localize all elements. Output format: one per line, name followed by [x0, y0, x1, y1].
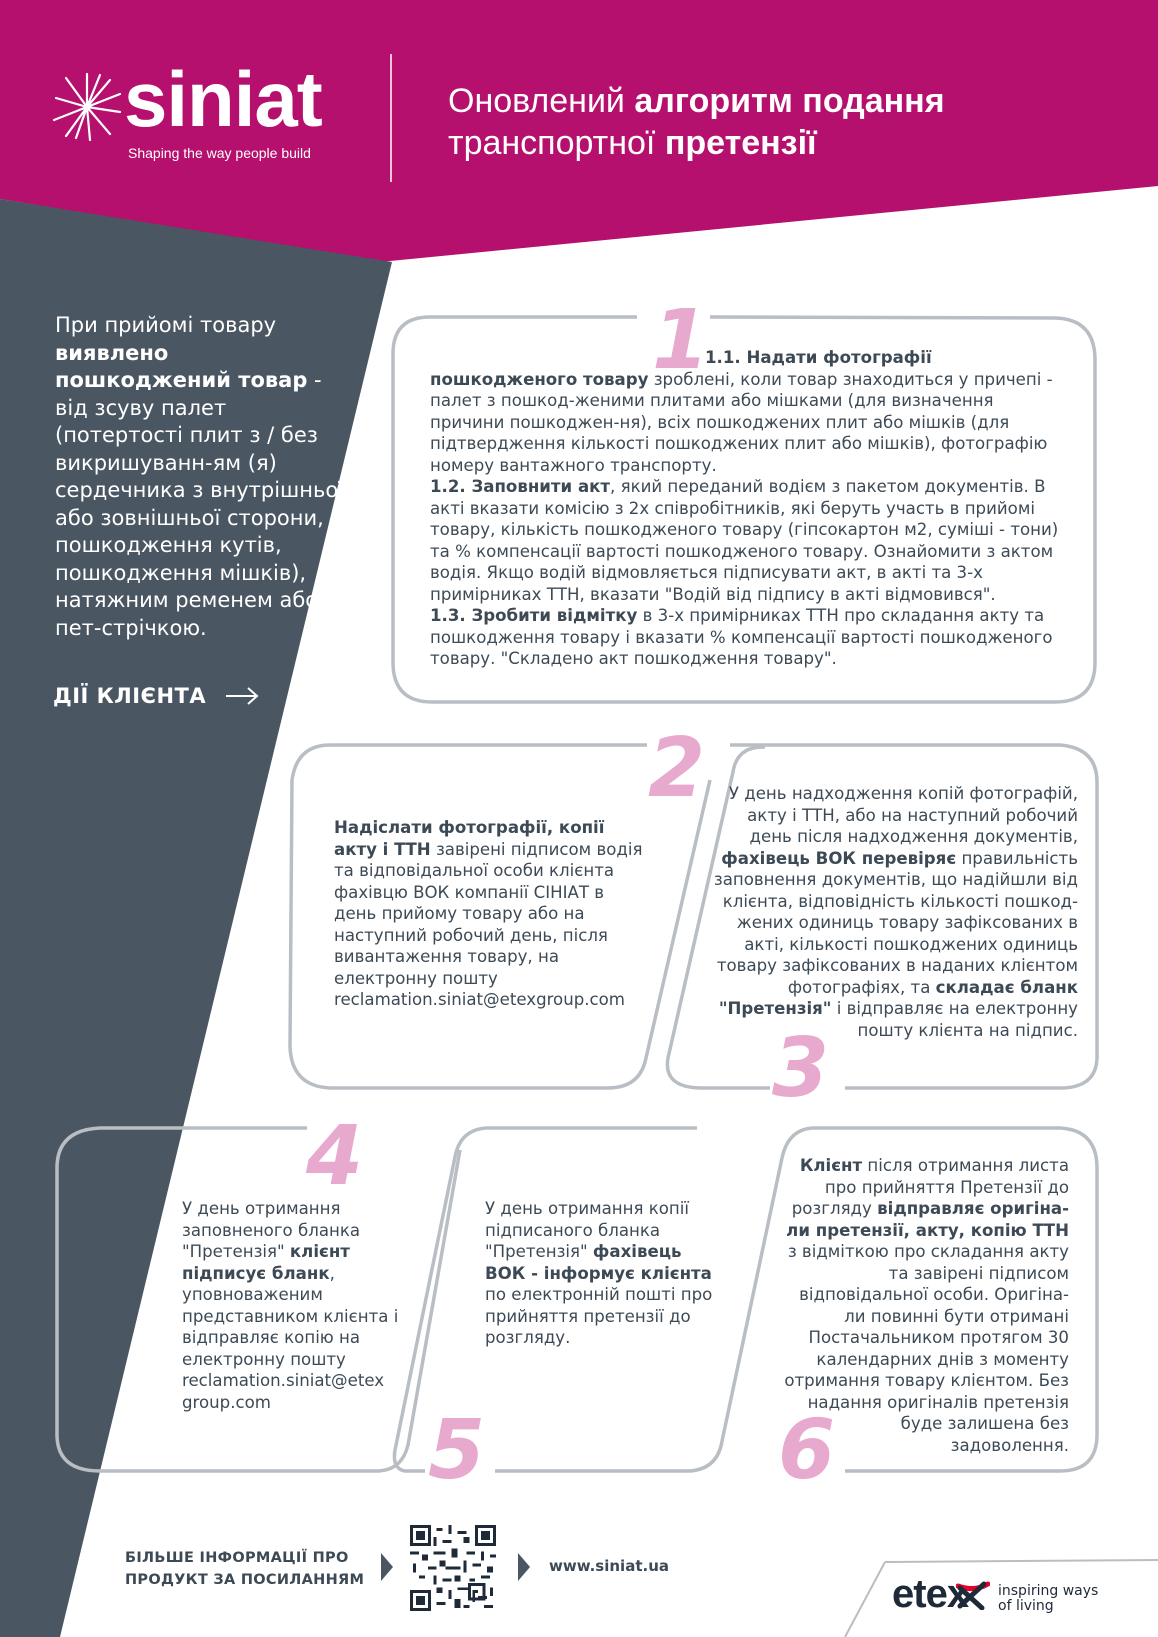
step4-text2: , уповноваженим представником клієнта і відправляє копію на електронну пошту reclamation.siniat@etex group.com — [182, 1263, 399, 1412]
step-number-1: 1 — [652, 293, 710, 388]
step6-bold1: Клієнт — [799, 1156, 863, 1175]
step3-text1: У день надходження копій фотографій, акту і ТТН, або на наступний робочий день після надходження документів, — [728, 784, 1078, 846]
title-line2-normal: транспортної — [448, 124, 656, 162]
step4-bold: клієнт підписує бланк — [182, 1242, 350, 1283]
more-info-line2: ПРОДУКТ ЗА ПОСИЛАННЯМ — [125, 1572, 365, 1588]
step-number-5: 5 — [428, 1403, 486, 1498]
step1-2-title: 1.2. Заповнити акт — [430, 477, 611, 496]
step3-text2: правильність заповнення документів, що надійшли від клієнта, відповідність кількості пошкод-жених одиниць товару зафіксованих в акті, кількості пошкоджених одиниць товару зафіксованих в наданих клієнтом фотографіях, та — [713, 848, 1078, 997]
step1-1-title: 1.1. Надати фотографії пошкодженого товару — [430, 348, 932, 389]
more-info-line1: БІЛЬШЕ ІНФОРМАЦІЇ ПРО — [125, 1550, 349, 1566]
etex-tagline — [998, 1584, 1098, 1614]
intro-bold: виявлено пошкоджений товар — [55, 340, 308, 392]
intro-text-2: - від зсуву палет (потертості плит з / без викришуванн-ям (я) сердечника з внутрішньої або зовнішньої сторони, пошкодження кутів, пошкодження мішків), натяжним ременем або пет-стрічкою. — [55, 368, 345, 640]
step2-text — [334, 817, 644, 1011]
brand-logo-wordmark: siniat — [124, 55, 322, 143]
step3-text — [700, 783, 1078, 1041]
step3-text3: і відправляє на електронну пошту клієнта на підпис. — [831, 999, 1078, 1040]
starburst-logo-icon — [52, 72, 122, 142]
step-number-3: 3 — [772, 1021, 830, 1116]
etex-tagline-line2: of living — [998, 1598, 1054, 1614]
page-title — [448, 80, 945, 164]
arrow-right-icon — [224, 686, 260, 706]
step1-3-text: в 3-х примірниках ТТН про складання акту та пошкодження товару і вказати % компенсації вартості пошкодженого товару. "Складено акт пошкодження товару". — [430, 606, 1053, 668]
step1-3-title: 1.3. Зробити відмітку — [430, 606, 638, 625]
step1-1-text: зроблені, коли товар знаходиться у причепі - палет з пошкод-женими плитами або мішками (для визначення причини пошкоджен-ня), всіх пошкоджених плит або мішків (для підтвердження кількості пошкоджених плит або мішків), фотографію номеру вантажного транспорту. — [430, 369, 1053, 475]
triangle-icon-right — [518, 1553, 530, 1581]
more-info-label — [125, 1547, 364, 1591]
step5-text — [485, 1198, 725, 1349]
etex-x-accent-icon — [956, 1580, 990, 1610]
step6-text2: з відміткою про складання акту та завірені підписом відповідальної особи. Оригіна-ли повинні бути отримані Постачальником протягом 30 календарних днів з моменту отримання товару клієнтом. Без надання оригіналів претензія буде залишена без задоволення. — [784, 1242, 1069, 1455]
step4-text — [182, 1198, 402, 1413]
step2-body: завірені підписом водія та відповідальної особи клієнта фахівцю ВОК компанії СІНІАТ в день прийому товару або на наступний робочий день, після вивантаження товару, на електронну пошту reclamation.siniat@etexgroup.com — [334, 839, 643, 1009]
step5-text2: по електронній пошті про прийняття претензії до розгляду. — [485, 1285, 713, 1347]
step6-bold2: відправляє оригіна-ли претензії, акту, копію ТТН — [786, 1199, 1069, 1240]
step1-2-text: , який переданий водієм з пакетом документів. В акті вказати комісію з 2х співробітників, які беруть участь в прийомі товару, кількість пошкодженого товару (гіпсокартон м2, суміші - тони) та % компенсації вартості пошкодженого товару. Ознайомити з актом водія. Якщо водій відмовляється підписувати акт, в акті та 3-х примірниках ТТН, вказати "Водій від підпису в акті відмовився". — [430, 477, 1059, 604]
step-number-2: 2 — [648, 721, 706, 816]
website-link[interactable]: www.siniat.ua — [549, 1557, 669, 1575]
etex-tagline-line1: inspiring ways — [998, 1583, 1099, 1599]
step2-bold: Надіслати фотографії, копії акту і ТТН — [334, 818, 605, 859]
step3-bold1: фахівець ВОК перевіряє — [721, 848, 957, 868]
step4-text1: У день отримання заповненого бланка "Претензія" — [182, 1199, 361, 1261]
brand-tagline: Shaping the way people build — [128, 145, 311, 161]
qr-code-icon[interactable] — [410, 1525, 496, 1611]
step5-bold: фахівець ВОК - інформує клієнта — [485, 1242, 712, 1283]
etex-wordmark: etex — [892, 1572, 969, 1616]
triangle-icon-left — [381, 1553, 393, 1581]
step1-text — [430, 347, 1065, 670]
client-actions-label: ДІЇ КЛІЄНТА — [53, 684, 207, 708]
step-number-6: 6 — [778, 1403, 836, 1498]
title-line2-bold: претензії — [664, 124, 817, 162]
step6-text1: після отримання листа про прийняття Претензії до розгляду — [791, 1156, 1069, 1218]
step3-bold2: складає бланк "Претензія" — [718, 977, 1078, 1018]
title-line1-normal: Оновлений — [448, 82, 625, 120]
step6-text — [780, 1155, 1069, 1456]
sidebar-intro — [55, 312, 345, 642]
step5-text1: У день отримання копії підписаного бланка "Претензія" — [485, 1199, 689, 1261]
intro-text-1: При прийомі товару — [55, 313, 277, 337]
step-number-4: 4 — [306, 1109, 364, 1204]
title-line1-bold: алгоритм подання — [634, 82, 945, 120]
